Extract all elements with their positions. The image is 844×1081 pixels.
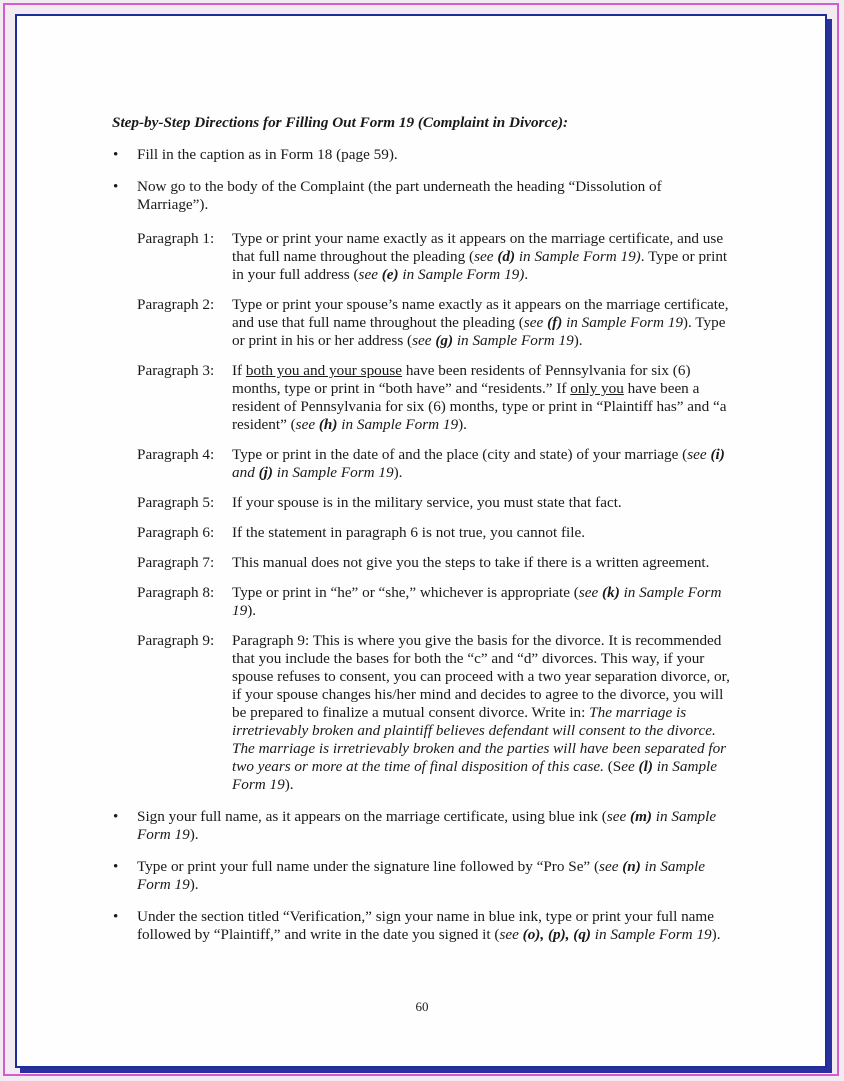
paragraph-label: Paragraph 3: — [137, 362, 215, 379]
paragraph-label: Paragraph 6: — [137, 524, 215, 541]
paragraph-text: Type or print in the date of and the place (city and state) of your marriage (see (i) and (j) in Sample Form 19). — [232, 446, 725, 481]
paragraph-text: Type or print in “he” or “she,” whichever is appropriate (see (k) in Sample Form 19). — [232, 584, 722, 619]
paragraph-text: If the statement in paragraph 6 is not true, you cannot file. — [232, 524, 585, 541]
paragraph-label: Paragraph 4: — [137, 446, 215, 463]
page-number: 60 — [415, 999, 429, 1014]
paragraph-label: Paragraph 7: — [137, 554, 215, 571]
paragraph-item-6 — [137, 524, 732, 542]
paragraph-label: Paragraph 8: — [137, 584, 215, 601]
bullet-item — [112, 858, 732, 894]
paragraph-text: Type or print your spouse’s name exactly as it appears on the marriage certificate, and use that full name throughout the pleading (see (f) in Sample Form 19). Type or print in his or her address (see (g) in Sample Form 19). — [232, 296, 729, 349]
paragraph-item-1 — [137, 230, 732, 284]
paragraph-text: Paragraph 9: This is where you give the basis for the divorce. It is recommended that you include the bases for both the “c” and “d” divorces. This way, if your spouse refuses to consent, you can proceed with a two year separation divorce, or, if your spouse changes his/her mind and decides to agree to the divorce, you will be prepared to finalize a mutual consent divorce. Write in: The marriage is irretrievably broken and plaintiff believes defendant will consent to the divorce. The marriage is irretrievably broken and the parties will have been separated for two years or more at the time of final disposition of this case. (See (l) in Sample Form 19). — [232, 632, 730, 793]
bullet-text: Now go to the body of the Complaint (the part underneath the heading “Dissolution of Marriage”). — [137, 178, 662, 213]
paragraph-label: Paragraph 2: — [137, 296, 215, 313]
paragraph-list — [112, 230, 732, 794]
bullet-text: Under the section titled “Verification,” sign your name in blue ink, type or print your full name followed by “Plaintiff,” and write in the date you signed it (see (o), (p), (q) in Sample Form 19). — [137, 908, 721, 943]
paragraph-item-2 — [137, 296, 732, 350]
paragraph-label: Paragraph 9: — [137, 632, 215, 649]
paragraph-item-8 — [137, 584, 732, 620]
bullet-text: Type or print your full name under the signature line followed by “Pro Se” (see (n) in Sample Form 19). — [137, 858, 705, 893]
paragraph-label: Paragraph 1: — [137, 230, 215, 247]
bullet-symbol: • — [113, 178, 119, 195]
bullet-text: Sign your full name, as it appears on the marriage certificate, using blue ink (see (m) in Sample Form 19). — [137, 808, 717, 843]
bullet-symbol: • — [113, 858, 119, 875]
bullet-text: Fill in the caption as in Form 18 (page 59). — [137, 146, 398, 163]
paragraph-text: This manual does not give you the steps to take if there is a written agreement. — [232, 554, 710, 571]
bullet-symbol: • — [113, 908, 119, 925]
paragraph-label: Paragraph 5: — [137, 494, 215, 511]
paragraph-item-5 — [137, 494, 732, 512]
paragraph-text: If your spouse is in the military service, you must state that fact. — [232, 494, 622, 511]
bullet-item — [112, 178, 732, 214]
bullet-symbol: • — [113, 146, 119, 163]
paragraph-text: If both you and your spouse have been residents of Pennsylvania for six (6) months, type or print in “both have” and “residents.” If only you have been a resident of Pennsylvania for six (6) months, type or print in “Plaintiff has” and “a resident” (see (h) in Sample Form 19). — [232, 362, 727, 433]
section-heading: Step-by-Step Directions for Filling Out Form 19 (Complaint in Divorce): — [112, 114, 569, 131]
paragraph-item-4 — [137, 446, 732, 482]
bullet-item — [112, 908, 732, 944]
paragraph-item-9 — [137, 632, 732, 794]
document-body — [112, 114, 732, 958]
paragraph-text: Type or print your name exactly as it appears on the marriage certificate, and use that full name throughout the pleading (see (d) in Sample Form 19). Type or print in your full address (see (e) in Sample Form 19). — [232, 230, 728, 283]
bullet-symbol: • — [113, 808, 119, 825]
paragraph-item-7 — [137, 554, 732, 572]
bullet-item — [112, 146, 732, 164]
bullet-item — [112, 808, 732, 844]
paragraph-item-3 — [137, 362, 732, 434]
